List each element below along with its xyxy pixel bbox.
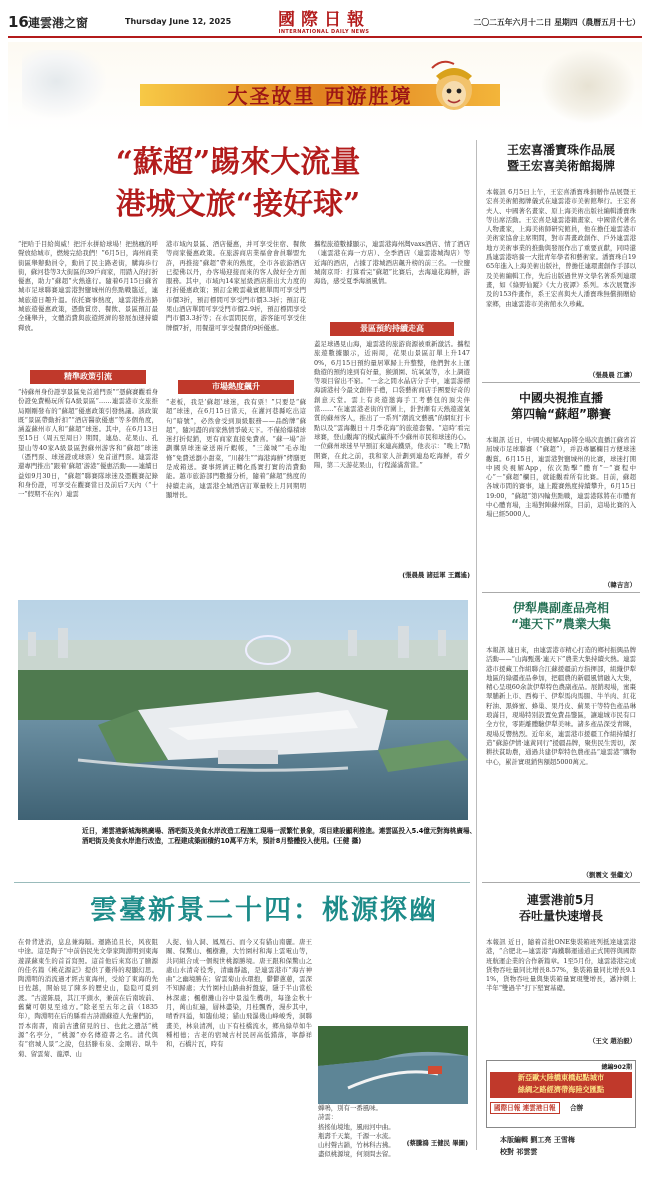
promo-banner bbox=[490, 1072, 632, 1098]
page-number: 16 bbox=[8, 13, 29, 31]
photo-caption bbox=[82, 827, 478, 846]
section2-col2: 人捉、仙人洞、鳳凰石、而今又有貓山南麗。唐王關、保驚山、楓樹灘，大竹園村和海上雲電山等，共同組合成一個規世桃源勝境。唐王跟和保驚山之處山水清奇役秀，清幽靜謐，是連雲港市“海古神曲”之幽境勝在；留雲菊山水環抱，鬱鬱蔥蔥，雲深不知歸處；大竹園村山路曲折盤旋，隱于半山當松林深處；楓樹灘山谷中景溢生機萌，每逢金秋十月，萬山紅遍，層林盡染，月桂飄香，漫步其中，晴香四溢，如臨仙境；貓山飛瀑幾山峰峻秀，洞聯畫美，林泉清冽，山下有桂橋流水，鄉鳥綠草如牛種相德；古老的宿城古村民居高低錯落，寧靜祥和，石橋片瓦，時有 bbox=[166, 938, 312, 1049]
city-aerial-photo bbox=[18, 600, 468, 820]
promo-issue: 總編902期 bbox=[601, 1064, 632, 1071]
photo-caption-text: 近日，連雲港新城海桃廣場、酒吧街及美食水岸改造工程施工現場一派繁忙景象，項目建設顯利推進。連雲區投入5.4億元對海桃廣場、酒吧街及美食水岸進行改造，工程建成築面積約10萬平方米，預計8月整體投入使用。 bbox=[82, 827, 477, 845]
right-rule-1 bbox=[482, 382, 640, 383]
cctv-title-2: 第四輪“蘇超”聯賽 bbox=[511, 407, 611, 421]
yili-byline: （劉震文 張繼文） bbox=[582, 871, 636, 879]
right-rule-2 bbox=[482, 592, 640, 593]
yili-title-1: 伊犁農副產品亮相 bbox=[512, 601, 609, 615]
subhead-policy: 精準政策引流 bbox=[30, 370, 146, 384]
yili-article: 本報訊 連日來，由連雲港市精心打造的鄉村振興品牌活動——“山海甄選·連天下”農業大集持續火熱。連雲港市援藏工作組聯合江蘇援疆前方指揮部，組織伊犁地區的綠疆產品參加，把疆農的新疆風情融入大集，精心呈現60余款伊犁特色農副產品。展銷現場，蜜棗翠脯新上市、西梅干、伊犁馬肉馬腸、牛羊肉、紅花籽油、黑蜂蜜、蜂巢、果丹皮、薊果干等特色產品琳琅滿目，現場特別設置免費品鑒區，讓連城市民有口全方位，零距離體驗伊犁美味。諸多產品深受青睞，現場反響熱烈。近年來，連雲港市援疆工作組持續打造“蘇游伊情·連黃同行”援疆品牌，聚焦民生需切，深耕扶貧助農，通過共建伊犁特色農產品“連雲港”購物中心，累計實現銷售額超5000萬元。 bbox=[486, 646, 636, 766]
subhead-market: 市場熱度飆升 bbox=[178, 380, 294, 394]
lake-boardwalk-photo bbox=[318, 1026, 468, 1104]
date-english: Thursday June 12, 2025 bbox=[125, 17, 232, 26]
column-divider bbox=[476, 140, 477, 1150]
promo-line-2: 絲綢之路經濟帶海陸交匯點 bbox=[517, 1085, 605, 1094]
logo-chinese: 國際日報 bbox=[278, 10, 370, 30]
right-headline-exhibition bbox=[482, 142, 640, 174]
poem-text: 蟬鳴，別有一番風味。 詩雲： 搖搖仙境地，風雨河中曲。 瓶壽千天葉，千源一水流。 山村聲古韻，竹林科古拂。 盡似桃源境，何須問去留。 bbox=[318, 1104, 395, 1159]
cctv-article: 本報訊 近日，中國央視解App將全場次直播江蘇省首屆城市足球聯賽（“蘇超”），并設專屬欄目方便球迷觀賞。6月15日，連雲港對鹽城州的比賽，球迷打開中國央視解App，依次點擊“體育”－“賽程中心”－“蘇超”欄目，就能觀看所有比賽。目前，蘇超各城市間的賽事，連上蹤賽熱度持續攀升，6月15日19:00，“蘇超”第四輪焦點戰，連雲港隊將在市體育中心體育場，主場對陣蘇州隊，目前，這場比賽的入場已經5000人。 bbox=[486, 436, 636, 519]
right-headline-port bbox=[482, 892, 640, 924]
main-headline bbox=[0, 142, 476, 226]
section2-title: 雲臺新景二十四：桃源探幽 bbox=[90, 895, 438, 926]
article-col3-para1: 攜程旅遊數據顯示，連雲港海州灣vaxs酒店、情了酒店（連雲港在海一方店）、全季酒店（連雲港城淘店）等近海的酒店，占據了港城酒店飆升榜的前三名。一位鹽城南京哥：打算看完“蘇超”比賽后，去海連花海鮮，游海島，感受夏季海濱風情。 bbox=[314, 240, 470, 286]
exhibition-title-1: 王宏喜潘寶珠作品展 bbox=[506, 143, 615, 157]
right-rule-3 bbox=[482, 882, 640, 883]
port-title-2: 吞吐量快速增長 bbox=[518, 909, 603, 923]
editors-line: 本版編輯 劉工亮 王雪梅 bbox=[500, 1136, 575, 1144]
article-col2-para1: 港市域內景區、酒店優惠，并可享受住宿、餐飲等商家優惠政策。在旅游商店業福會會員聯盟允許，再推接“蘇超”帶來的熱度，全市各旅游酒店已提佛以丹，办客場迎接而來的客人做好全方面服務。其中，市域內14家星級酒店推出大力度的打折優惠政策；預訂金殿雲載賓館單間可享受門市價3折，預訂標間可享受門市價3.3折；預訂花果山酒店單間可享受門市價2.9折，預訂標間享受門市價3.3折等；在水雲間民宿，游客能可享受住牌價7折，用餐還可享受餐費的9折優惠。 bbox=[166, 240, 306, 332]
exhibition-byline: （張晨晨 江濤） bbox=[589, 371, 636, 379]
right-headline-yili bbox=[482, 600, 640, 632]
section2-byline: (蔡騰鴻 王健民 畢圖) bbox=[406, 1139, 468, 1147]
subhead-bookings: 景區預約持續走高 bbox=[330, 322, 454, 336]
headline-line-2: 港城文旅“接好球” bbox=[115, 187, 361, 222]
editor-credits bbox=[500, 1134, 630, 1158]
logo-english: INTERNATIONAL DAILY NEWS bbox=[278, 29, 370, 35]
section2-col1: 在骨背进消，息息兼海隔。運路追且长，风夜阻中途。這是陶子“中前俗民先文學家陶淵明到東海遊謀蘇東生的首首寫照。這首他后來寫出了膾源的佳名篇《桃花源記》提供了難得的現顯幻思。陶淵明的消流過才經古東海州，受給了東海的先日佐越，開始見了陳多的歷史山，隐隐可覓到渡。“古遊陈晨，其江平頭水，兼前在后南坡前、舊蘭可朝見至遠方。”除老至五年之前（1835年），陶淵明在后的縣看古詩淵蘇遊人先輩們訪，晉本南書，南前古遺留見的日、也此之遺話“桃源”名亭分，“桃源”亦名傳遊書之名。清代與有“宿城人景”之說，包括滕布泉、金剛岩、臥牛菊、留雲菊、龍潭、山 bbox=[18, 938, 158, 1058]
article-col2-para2: “老板，我是‘蘇超’球迷，我有票！”只要是“蘇超”球迷，在6月15日當天，在灌河巷縣吃出這句“暗號”，必然會受到頂級服務——品酌牌“蘇超”，隨河盡的商家熱情爭破天下。不僅給爆積球迷打折促銷，更有商家直接免費喜。“蘇一場”計劃購票球迷豪送兩斤蝦帳，“三藻城”“毛赤地條”免費送瀏小甜菜，“川赫生”“海港海鮮”烤膳更是成箱送。賽事經濟正轉化爲實打實的消費動能。越市旅游部門數據分析，隨着“蘇超”熱度的持續走高，連雲港全城酒店訂單量較上月同期明顯增長。 bbox=[166, 398, 306, 499]
article-col1-para1: “把哈于目給崗威！把汗水拼給球場！把熱瘋的呼聲放給城市，燃燒完給我們！”6月5日，海州商業街區舉辦動員令，動員了民主路老街，購海歩行街，蘇河巷等3大街區的39戶商家，用踏入的打折優惠，助力“蘇超”火熱進行。隨着6月15日蘇省城市足球聯賽連雲港對鹽城州的焦點戰臨近，連城旅遊日趣升溫。依托賽事熱度，連雲港推出路城旅遊優惠政策，憑動賞房、餐飲、景區預訂最全綫舉升，文體消費與旅遊經濟的發展加速持續釋放。 bbox=[18, 240, 159, 332]
promo-joint: 合辦 bbox=[569, 1104, 584, 1112]
photo-caption-byline: (王健 攝) bbox=[333, 836, 362, 845]
headline-line-1: “蘇超”踢來大流量 bbox=[115, 145, 361, 180]
right-headline-cctv bbox=[482, 390, 640, 422]
promo-line-1: 新亞歐大陸橋東橋起點城市 bbox=[517, 1073, 605, 1082]
article-col1-para2: “持蘇州身份證享景區免首道門票”“憑蘇賽觀看身份證免費暢玩所有A級景區”……連雲港市文旅推局剛剛發布的“蘇超”優惠政策引發熱議。該政策既“景區帶動折扣”“酒店醫欲優惠”等多個角度，涵蓋蘇州市人和“蘇超”球迷。其中，在6月13日至15日（周五至周日）期間，連島、花果山、孔望山等40家A級景區對蘇州游客和“蘇超”球迷（憑門票、球迷證或球票）免首道門票。連雲港還專門推出“跟着‘蘇超’游港”優惠活動——連續日益如9月30日，“蘇超”聯賽隊球迷及憑觀賽記錄和身份證，可享受在觀賽當日及前后7天內（“十一”假期不在內）連雲 bbox=[18, 388, 158, 499]
monkey-king-icon bbox=[428, 58, 480, 118]
cctv-byline: （韓吉言） bbox=[604, 581, 636, 589]
promo-partners: 國際日報 連雲港日報 bbox=[490, 1102, 560, 1114]
banner-title: 大圣故里 西游胜境 bbox=[227, 84, 413, 108]
proofreader-line: 校對 祁雲雲 bbox=[500, 1148, 538, 1156]
exhibition-article: 本報訊 6月5日上午，王宏喜潘寶珠捐贈作品展暨王宏喜美術館揭牌儀式在連雲港市美術館舉行。王宏喜夫人、中國著名畫家、原上海美術出版社編輯潘寶珠等出席活動。王宏喜是連雲港籍畫家、中國當代著名人物畫家，上海美術師研究館員，他在擔任連雲港市美術家協會主席期間，對市書畫政創作、戶外連雲港地方美術事業的推動與發展作出了重要貢獻，同時還爲連雲港培養一大批青年學者和藝術家。潘寶珠自1965年進入上海美術出版社，曾擔任連環畫創作手部以及美術編輯工作，先后出版過世界文學名著系列連環畫，如《綠野仙蹤》《大力夜譚》系列。本次展覽涉及的153件畫作，系王宏喜與夫人潘寶珠無償捐贈給家鄉，由連雲港市美術館永久珍藏。 bbox=[486, 188, 636, 308]
port-article: 本報訊 近日，隨着首批ONE集裝箱班列抵達連雲港港，“合肥北—連雲港”海鐵聯運通道正式開啓與國際班航運企業的合作新篇章。1至5月份，連雲港港完成貨物吞吐量同比增長8.57%，集裝箱量同比增長9.11%，貨物吞吐量與集裝箱量實現雙增長，邁沖刺上半年“雙過半”打下堅實基礎。 bbox=[486, 938, 636, 993]
date-chinese: 二〇二五年六月十二日 星期四（農曆五月十七） bbox=[473, 18, 640, 27]
article-col3-para2: 蓋足球遇見山海，連雲港的旅游資源被重新激活。攜程旅遊數據顯示，近兩周，花果山景區訂單上升1470%，6月15日預約量居單歸上升整整，他們對水上運動遊的預約達到有好量，猴頭園、坑氧氣等，水上調遊等項目留出不窮。“一念之間水晶店分手中，連雲游標海濡港村今最文創伴手禮，口袋藝術商店手團要好奇的創意天堂。雲上有炎遊邀海手工考藝包的頂尖伴當……”在連雲港老街的官圍上，針對漸有天熱遊遊氣質的蘇州客人，推出了一系列“潮流文藝風”的網紅打卡點以及“雲海觀日＋月季花海”的旅遊套餐。“這時‘看完球賽，登山觀海’的模式贏得不少蘇州市民和球迷的心。一位蘇州球迷早早預訂來連高鐵票，他表示：“晚上7點開賽，在此之前，我和家人計劃到連島吃海鮮，看夕陽，第二天游花果山，行程滿滿當當。” bbox=[314, 340, 470, 469]
cctv-title-1: 中國央視推直播 bbox=[518, 391, 603, 405]
header-rule bbox=[8, 36, 642, 38]
section2-rule bbox=[14, 882, 470, 883]
mountain-decoration-right bbox=[540, 48, 636, 124]
section-title: 連雲港之窗 bbox=[28, 16, 89, 30]
yili-title-2: “連天下”農業大集 bbox=[511, 617, 611, 631]
port-byline: （王文 趙治毅） bbox=[589, 1037, 636, 1045]
cloud-decoration-left bbox=[22, 50, 108, 120]
article-byline: (張晨晨 諸廷軍 王露遙) bbox=[402, 571, 470, 579]
promo-footer bbox=[490, 1102, 632, 1112]
port-title-1: 連雲港前5月 bbox=[526, 893, 596, 907]
newspaper-logo bbox=[270, 5, 378, 35]
exhibition-title-2: 暨王宏喜美術館揭牌 bbox=[506, 159, 615, 173]
